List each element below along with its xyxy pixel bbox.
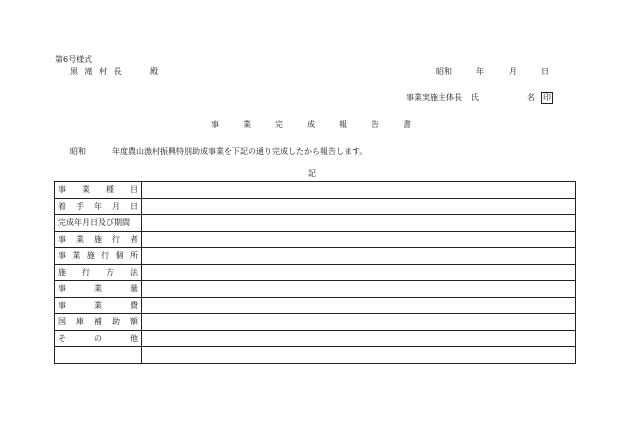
title-char: 業 <box>243 120 251 129</box>
label-char: 行 <box>82 267 90 277</box>
row-value-cell[interactable] <box>142 330 576 347</box>
table-row <box>55 314 576 331</box>
title-char: 成 <box>307 120 315 129</box>
label-char: 庫 <box>76 317 84 327</box>
label-char: 所 <box>129 251 138 261</box>
label-char: の <box>94 333 102 343</box>
row-label <box>55 297 142 314</box>
label-char: 施 <box>86 251 95 261</box>
reporter-name: 名 <box>527 93 535 102</box>
label-char: 事 <box>58 185 66 195</box>
label-char: 業 <box>82 185 90 195</box>
label-char: 事 <box>58 284 66 294</box>
row-label <box>55 281 142 298</box>
body-text: 年度農山漁村振興特別助成事業を下記の通り完成したから報告します。 <box>112 147 368 156</box>
label-char: 事 <box>58 234 66 244</box>
label-char: 行 <box>101 251 110 261</box>
row-value-cell[interactable] <box>142 182 576 199</box>
row-value-cell[interactable] <box>142 248 576 265</box>
ki-notation: 記 <box>308 169 316 178</box>
row-label <box>55 231 142 248</box>
table-row <box>55 297 576 314</box>
row-value-cell[interactable] <box>142 314 576 331</box>
title-char: 報 <box>339 120 347 129</box>
table-row <box>55 281 576 298</box>
table-row <box>55 347 576 364</box>
label-char: 目 <box>130 185 138 195</box>
document-title <box>211 120 411 130</box>
label-char: 種 <box>106 185 114 195</box>
label-char: 年 <box>94 201 102 211</box>
form-number: 第6号様式 <box>55 55 93 64</box>
title-char: 書 <box>403 120 411 129</box>
reporter-surname: 氏 <box>471 93 479 102</box>
row-label <box>55 215 142 232</box>
title-char: 告 <box>371 120 379 129</box>
label-char: 事 <box>58 300 66 310</box>
label-char: 業 <box>72 251 81 261</box>
row-label <box>55 182 142 199</box>
label-char: 業 <box>94 284 102 294</box>
addressee: 黒 滝 村 長 <box>70 67 124 76</box>
row-label <box>55 314 142 331</box>
table-row <box>55 198 576 215</box>
label-char: 方 <box>106 267 114 277</box>
row-value-cell[interactable] <box>142 297 576 314</box>
label-char: 施 <box>58 267 66 277</box>
row-label <box>55 248 142 265</box>
date-month: 月 <box>509 67 517 76</box>
honorific: 殿 <box>150 67 158 76</box>
table-row <box>55 182 576 199</box>
label-char: 量 <box>130 284 138 294</box>
label-char: 月 <box>112 201 120 211</box>
row-label <box>55 330 142 347</box>
label-char: 完成年月日及び期間 <box>58 218 130 228</box>
label-char: 行 <box>112 234 120 244</box>
row-value-cell[interactable] <box>142 198 576 215</box>
label-char: 助 <box>112 317 120 327</box>
row-value-cell[interactable] <box>142 281 576 298</box>
title-char: 完 <box>275 120 283 129</box>
row-label <box>55 347 142 364</box>
label-char: 個 <box>115 251 124 261</box>
report-table <box>54 181 576 364</box>
label-char: 法 <box>130 267 138 277</box>
label-char: 事 <box>58 251 66 261</box>
table-row <box>55 248 576 265</box>
date-year: 年 <box>476 67 484 76</box>
label-char: 額 <box>130 317 138 327</box>
row-label <box>55 198 142 215</box>
reporter-title: 事業実施主体長 <box>406 93 462 102</box>
label-char: そ <box>58 333 66 343</box>
row-value-cell[interactable] <box>142 215 576 232</box>
row-value-cell[interactable] <box>142 231 576 248</box>
label-char: 費 <box>130 300 138 310</box>
row-value-cell[interactable] <box>142 264 576 281</box>
label-char: 業 <box>94 300 102 310</box>
table-row <box>55 330 576 347</box>
label-char: 国 <box>58 317 66 327</box>
date-era: 昭和 <box>436 67 452 76</box>
table-row <box>55 264 576 281</box>
label-char: 補 <box>94 317 102 327</box>
body-era: 昭和 <box>70 147 86 156</box>
label-char: 業 <box>76 234 84 244</box>
label-char: 者 <box>130 234 138 244</box>
label-char: 手 <box>76 201 84 211</box>
title-char: 事 <box>211 120 219 129</box>
table-row <box>55 231 576 248</box>
label-char: 施 <box>94 234 102 244</box>
label-char: 着 <box>58 201 66 211</box>
label-char: 他 <box>130 333 138 343</box>
row-label <box>55 264 142 281</box>
date-day: 日 <box>541 67 549 76</box>
label-char: 日 <box>130 201 138 211</box>
seal-stamp: 印 <box>543 93 551 102</box>
table-row <box>55 215 576 232</box>
row-value-cell[interactable] <box>142 347 576 364</box>
